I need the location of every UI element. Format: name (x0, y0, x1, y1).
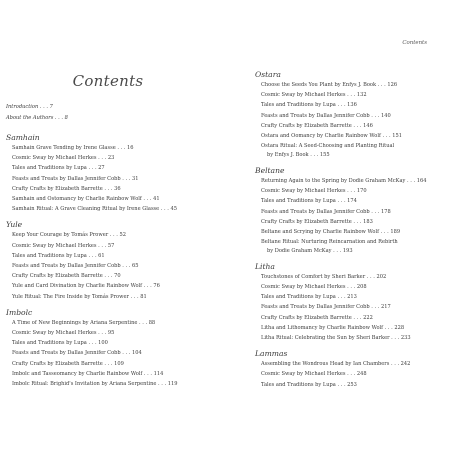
front-matter-item: Introduction . . . 7 (6, 104, 53, 110)
toc-entry: Feasts and Treats by Dallas Jennifer Cobb . . . 65 (12, 263, 139, 270)
toc-section-samhain (6, 133, 210, 214)
toc-entry: Crafty Crafts by Elizabeth Barrette . . . 146 (261, 122, 373, 129)
front-matter (6, 102, 210, 123)
toc-entry (255, 141, 443, 160)
toc-section-yule (6, 220, 210, 301)
toc-entry: Tales and Traditions by Lupa . . . 213 (261, 294, 357, 301)
toc-entry: Samhain Grave Tending by Irene Glasse . . . 16 (12, 145, 134, 151)
toc-entry: Litha and Lithomancy by Charlie Rainbow Wolf . . . 228 (261, 324, 405, 331)
toc-entry: Samhain and Ostomancy by Charlie Rainbow Wolf . . . 41 (12, 196, 160, 203)
toc-entry: Keep Your Courage by Tomás Prower . . . 52 (12, 232, 126, 239)
toc-entry: Crafty Crafts by Elizabeth Barrette . . . 70 (12, 273, 121, 280)
toc-entry-line: Ostara Ritual: A Seed-Choosing and Planting Ritual (261, 143, 395, 150)
page-title: Contents (72, 72, 144, 90)
toc-entry: A Time of New Beginnings by Ariana Serpentine . . . 88 (12, 319, 156, 326)
toc-entry: Tales and Traditions by Lupa . . . 174 (261, 198, 357, 205)
section-heading: Imbolc (6, 307, 33, 317)
toc-entry: Crafty Crafts by Elizabeth Barrette . . . 36 (12, 185, 121, 192)
toc-section-lammas (255, 349, 443, 390)
front-matter-item: About the Authors . . . 8 (6, 114, 68, 121)
toc-entry: Feasts and Treats by Dallas Jennifer Cobb . . . 31 (12, 175, 139, 182)
toc-entry: Cosmic Sway by Michael Herkes . . . 170 (261, 188, 367, 195)
toc-entry: Litha Ritual: Celebrating the Sun by Sheri Barker . . . 233 (261, 335, 411, 342)
toc-entry: Feasts and Treats by Dallas Jennifer Cobb . . . 140 (261, 112, 391, 119)
toc-entry: Imbolc Ritual: Brighid's Invitation by Ariana Serpentine . . . 119 (12, 381, 178, 388)
toc-entry-continuation: by Enfys J. Book . . . 155 (267, 152, 330, 159)
toc-entry-line: Beltane Ritual: Nurturing Reincarnation and Rebirth (261, 239, 398, 246)
section-heading: Ostara (255, 70, 281, 79)
toc-entry-continuation: by Dodie Graham McKay . . . 193 (267, 248, 353, 255)
toc-entry: Feasts and Treats by Dallas Jennifer Cobb . . . 178 (261, 208, 391, 215)
toc-entry: Cosmic Sway by Michael Herkes . . . 132 (261, 92, 367, 99)
toc-entry: Tales and Traditions by Lupa . . . 61 (12, 252, 105, 259)
toc-entry: Crafty Crafts by Elizabeth Barrette . . . 183 (261, 218, 373, 225)
toc-entry: Crafty Crafts by Elizabeth Barrette . . . 222 (261, 314, 373, 321)
running-head: Contents (402, 40, 427, 46)
toc-entry: Imbolc and Tasseomancy by Charlie Rainbow Wolf . . . 114 (12, 370, 164, 377)
toc-entry: Cosmic Sway by Michael Herkes . . . 57 (12, 242, 115, 249)
toc-entry: Crafty Crafts by Elizabeth Barrette . . . 109 (12, 360, 124, 367)
toc-section-ostara (255, 70, 443, 160)
toc-entry: Tales and Traditions by Lupa . . . 136 (261, 102, 357, 109)
toc-entry: Tales and Traditions by Lupa . . . 253 (261, 381, 357, 388)
toc-entry: Cosmic Sway by Michael Herkes . . . 95 (12, 330, 115, 337)
toc-section-litha (255, 262, 443, 343)
section-heading: Litha (255, 261, 275, 271)
right-column (255, 70, 443, 390)
toc-entry: Cosmic Sway by Michael Herkes . . . 208 (261, 284, 367, 291)
left-sections (6, 133, 210, 389)
toc-entry: Samhain Ritual: A Grave Cleaning Ritual by Irene Glasse . . . 45 (12, 206, 177, 213)
toc-entry: Beltane and Scrying by Charlie Rainbow Wolf . . . 189 (261, 228, 401, 235)
toc-entry: Feasts and Treats by Dallas Jennifer Cobb . . . 104 (12, 350, 142, 357)
toc-entry: Touchstones of Comfort by Sheri Barker . . . 202 (261, 273, 387, 280)
toc-entry: Choose the Seeds You Plant by Enfys J. Book . . . 126 (261, 82, 398, 88)
section-heading: Lammas (255, 349, 288, 359)
toc-entry: Yule and Card Divination by Charlie Rainbow Wolf . . . 76 (12, 283, 160, 290)
toc-entry (255, 237, 443, 256)
section-heading: Yule (6, 220, 23, 230)
toc-section-imbolc (6, 308, 210, 389)
toc-entry: Yule Ritual: The Fire Inside by Tomás Prower . . . 81 (12, 293, 147, 300)
toc-entry: Tales and Traditions by Lupa . . . 100 (12, 340, 108, 347)
toc-entry: Returning Again to the Spring by Dodie Graham McKay . . . 164 (261, 177, 427, 184)
toc-section-beltane (255, 166, 443, 256)
left-column (6, 70, 210, 389)
right-sections (255, 70, 443, 390)
toc-entry: Cosmic Sway by Michael Herkes . . . 23 (12, 155, 115, 162)
toc-entry: Assembling the Wondrous Head by Ian Chambers . . . 242 (261, 361, 411, 368)
toc-entry: Feasts and Treats by Dallas Jennifer Cobb . . . 217 (261, 304, 391, 311)
toc-entry: Tales and Traditions by Lupa . . . 27 (12, 165, 105, 172)
section-heading: Beltane (255, 165, 285, 175)
toc-entry: Ostara and Oomancy by Charlie Rainbow Wolf . . . 151 (261, 133, 402, 140)
toc-entry: Cosmic Sway by Michael Herkes . . . 248 (261, 371, 367, 378)
section-heading: Samhain (6, 133, 40, 142)
